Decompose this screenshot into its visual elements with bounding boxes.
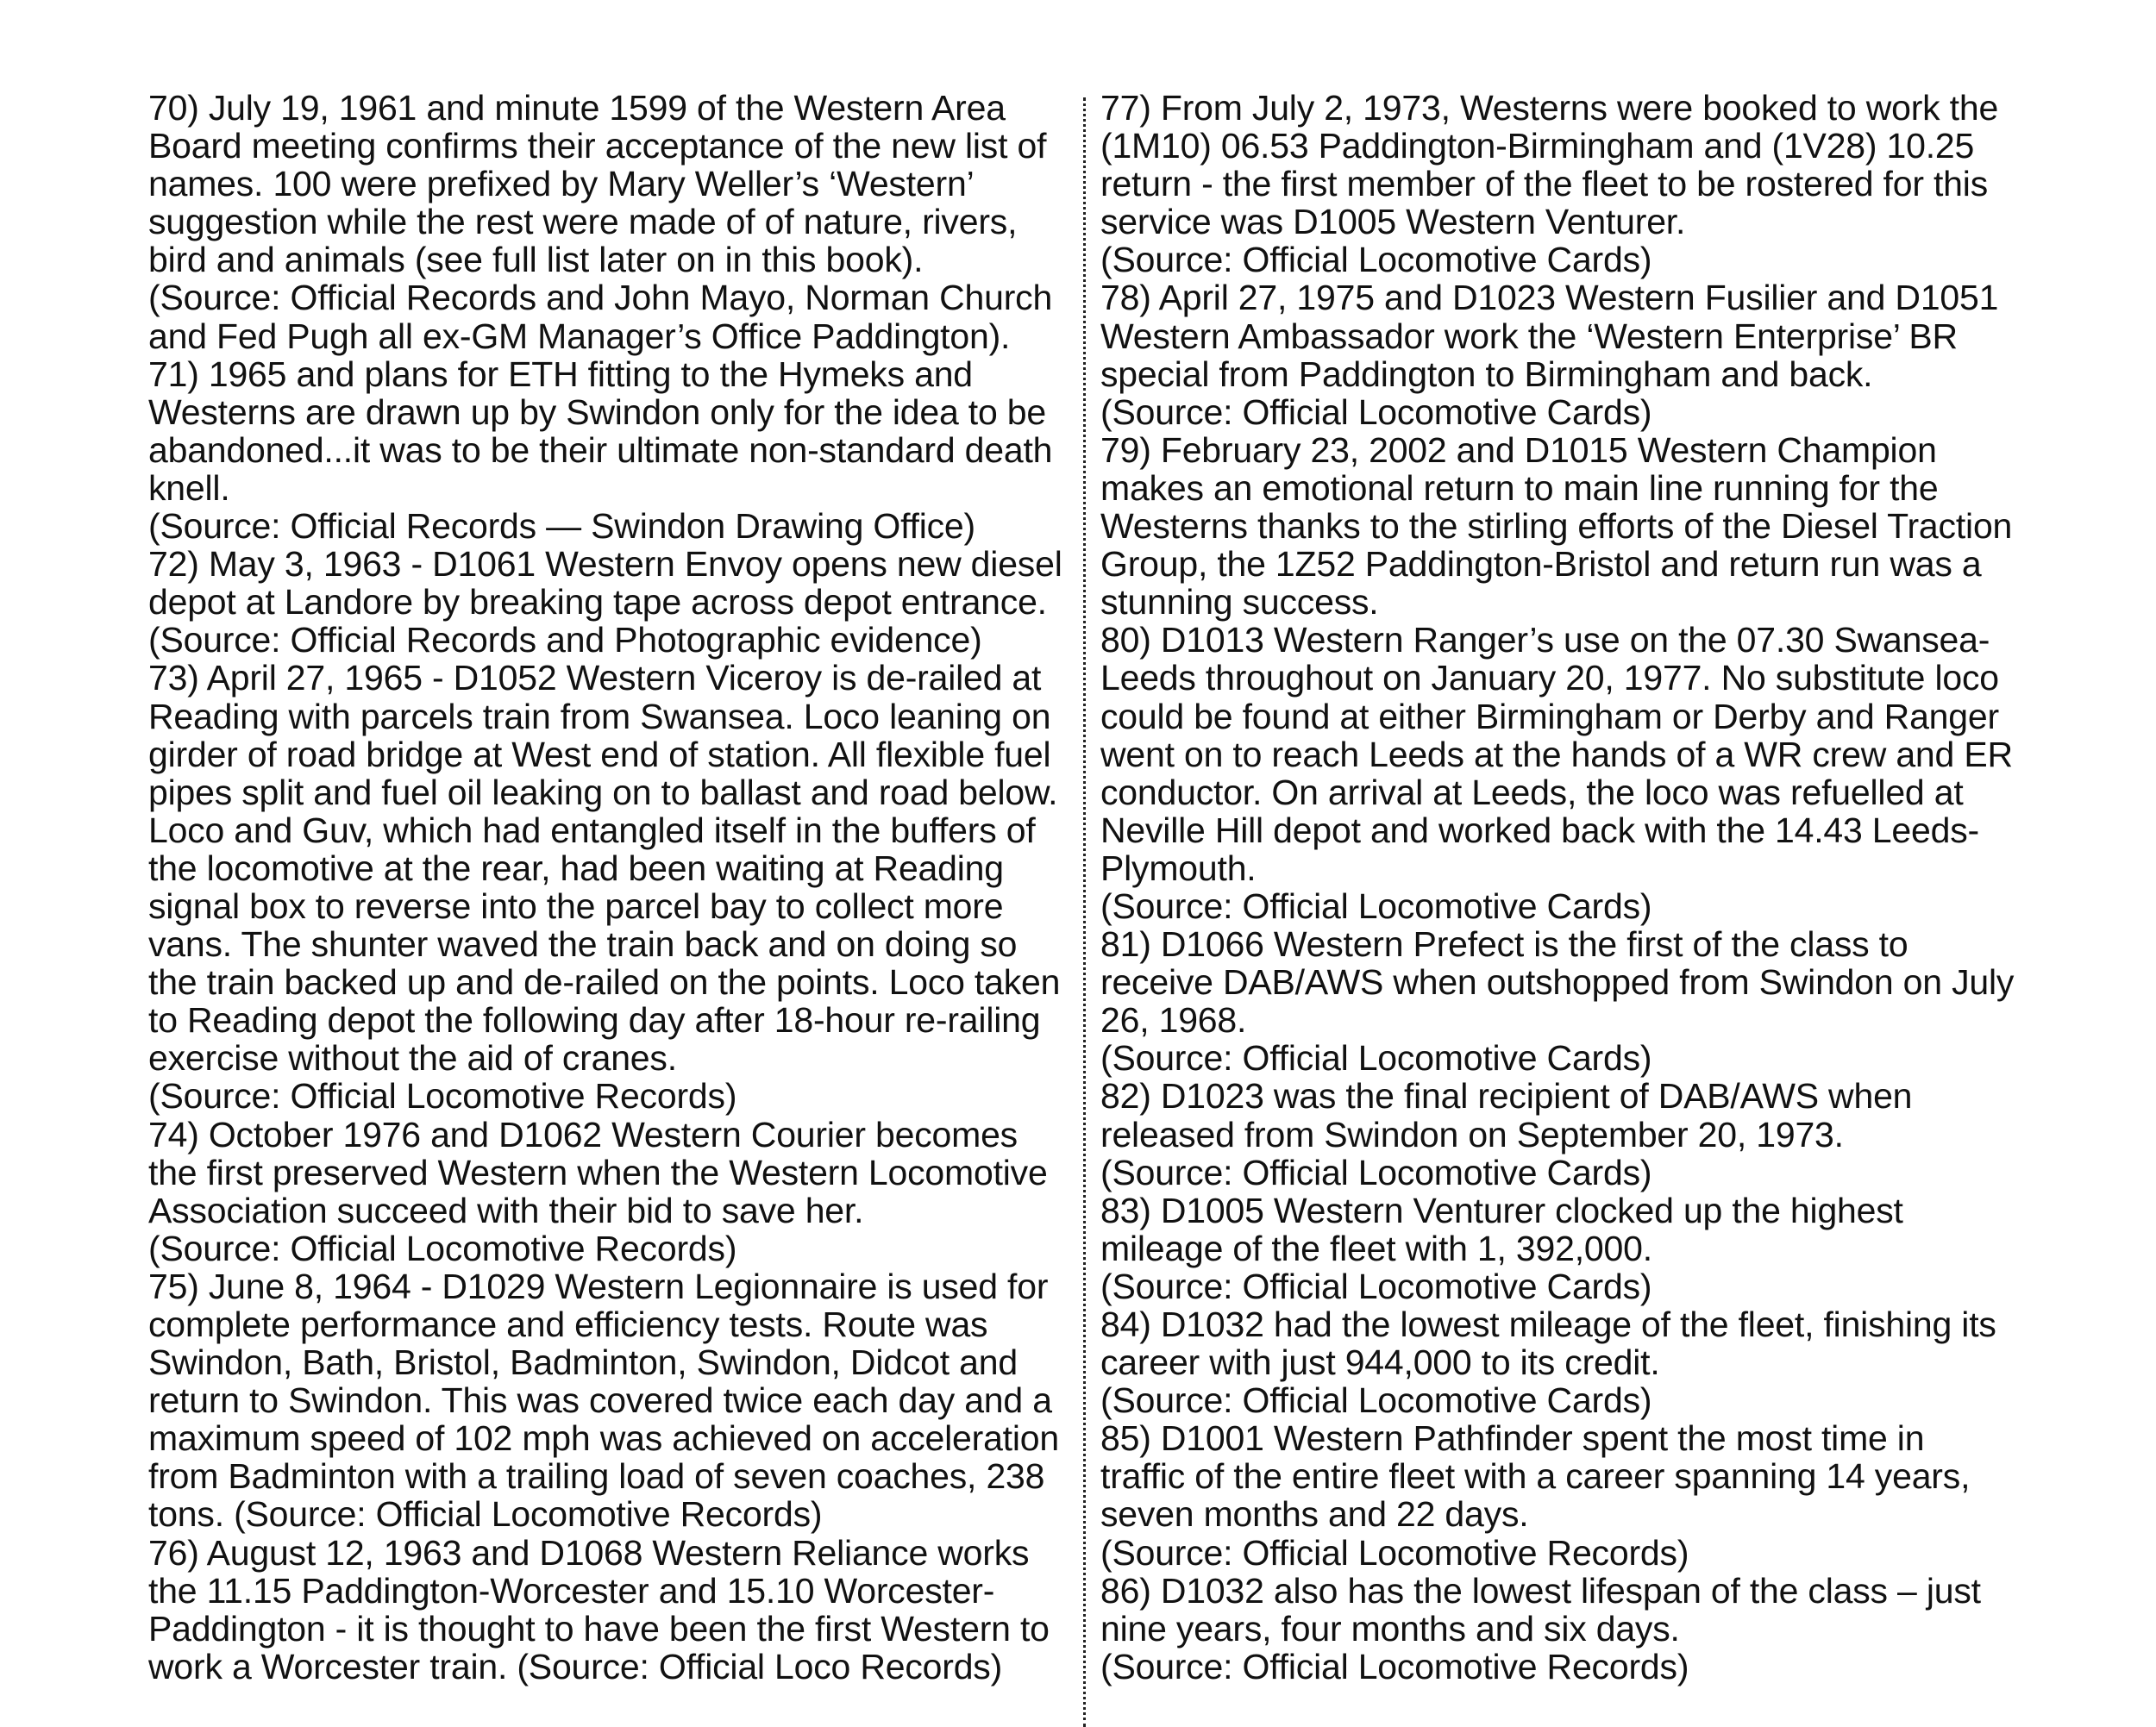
- text-line: 71) 1965 and plans for ETH fitting to the Hymeks and: [148, 354, 973, 394]
- text-line: makes an emotional return to main line running for the: [1100, 467, 1939, 508]
- text-line: bird and animals (see full list later on in this book).: [148, 240, 924, 280]
- text-line: Neville Hill depot and worked back with the 14.43 Leeds-: [1100, 810, 1979, 850]
- text-line: (Source: Official Locomotive Records): [1100, 1532, 1689, 1573]
- text-line: the locomotive at the rear, had been waiting at Reading: [148, 848, 1004, 888]
- text-line: (Source: Official Records — Swindon Drawing Office): [148, 506, 975, 547]
- text-line: 80) D1013 Western Ranger’s use on the 07.30 Swansea-: [1100, 620, 1990, 660]
- text-line: complete performance and efficiency tests. Route was: [148, 1305, 988, 1344]
- text-line: 70) July 19, 1961 and minute 1599 of the Western Area: [148, 88, 1006, 128]
- text-line: 85) D1001 Western Pathfinder spent the most time in: [1100, 1418, 1925, 1459]
- text-line: 73) April 27, 1965 - D1052 Western Viceroy is de-railed at: [148, 658, 1042, 698]
- text-line: (Source: Official Locomotive Cards): [1100, 240, 1652, 280]
- text-line: traffic of the entire fleet with a career spanning 14 years,: [1100, 1456, 1971, 1497]
- text-line: girder of road bridge at West end of station. All flexible fuel: [148, 734, 1051, 774]
- column-divider: [1083, 97, 1086, 1727]
- text-line: signal box to reverse into the parcel bay to collect more: [148, 885, 1004, 926]
- right-text-column: [1100, 89, 2032, 1686]
- text-line: 86) D1032 also has the lowest lifespan of the class – just: [1100, 1570, 1981, 1611]
- text-line: (Source: Official Locomotive Cards): [1100, 1152, 1652, 1192]
- text-line: 26, 1968.: [1100, 1000, 1247, 1041]
- text-line: (Source: Official Locomotive Records): [148, 1076, 737, 1117]
- text-line: Association succeed with their bid to save her.: [148, 1190, 864, 1230]
- text-line: Swindon, Bath, Bristol, Badminton, Swindon, Didcot and: [148, 1342, 1018, 1383]
- text-line: 78) April 27, 1975 and D1023 Western Fusilier and D1051: [1100, 278, 1999, 318]
- text-line: special from Paddington to Birmingham and back.: [1100, 354, 1873, 394]
- text-line: Loco and Guv, which had entangled itself in the buffers of: [148, 810, 1036, 850]
- text-line: Group, the 1Z52 Paddington-Bristol and return run was a: [1100, 544, 1982, 585]
- text-line: released from Swindon on September 20, 1973.: [1100, 1114, 1844, 1154]
- text-line: maximum speed of 102 mph was achieved on acceleration: [148, 1418, 1059, 1459]
- text-line: 74) October 1976 and D1062 Western Courier becomes: [148, 1114, 1018, 1154]
- text-line: Plymouth.: [1100, 848, 1257, 888]
- text-line: the train backed up and de-railed on the points. Loco taken: [148, 962, 1061, 1003]
- text-line: Reading with parcels train from Swansea. Loco leaning on: [148, 696, 1051, 736]
- text-line: return to Swindon. This was covered twice each day and a: [148, 1380, 1052, 1421]
- text-line: return - the first member of the fleet to be rostered for this: [1100, 164, 1988, 204]
- text-line: Western Ambassador work the ‘Western Enterprise’ BR: [1100, 316, 1958, 356]
- text-line: abandoned...it was to be their ultimate non-standard death: [148, 429, 1053, 470]
- text-line: exercise without the aid of cranes.: [148, 1038, 677, 1079]
- text-line: Paddington - it is thought to have been the first Western to: [148, 1608, 1050, 1649]
- text-line: (Source: Official Locomotive Records): [148, 1228, 737, 1268]
- text-line: seven months and 22 days.: [1100, 1494, 1529, 1535]
- text-line: (Source: Official Records and John Mayo, Norman Church: [148, 278, 1053, 318]
- text-line: nine years, four months and six days.: [1100, 1608, 1680, 1649]
- text-line: 82) D1023 was the final recipient of DAB/AWS when: [1100, 1076, 1913, 1117]
- text-line: (Source: Official Locomotive Cards): [1100, 1038, 1652, 1079]
- text-line: (Source: Official Locomotive Cards): [1100, 1266, 1652, 1306]
- text-line: (Source: Official Locomotive Cards): [1100, 391, 1652, 432]
- text-line: work a Worcester train. (Source: Official Loco Records): [148, 1646, 1003, 1686]
- text-line: from Badminton with a trailing load of seven coaches, 238: [148, 1456, 1045, 1497]
- text-line: 72) May 3, 1963 - D1061 Western Envoy opens new diesel: [148, 544, 1062, 585]
- text-line: tons. (Source: Official Locomotive Records): [148, 1494, 823, 1535]
- text-line: Westerns thanks to the stirling efforts of the Diesel Traction: [1100, 506, 2013, 547]
- text-line: the first preserved Western when the Western Locomotive: [148, 1152, 1048, 1192]
- text-line: pipes split and fuel oil leaking on to ballast and road below.: [148, 772, 1058, 812]
- text-line: went on to reach Leeds at the hands of a WR crew and ER: [1100, 734, 2013, 774]
- text-line: (Source: Official Locomotive Cards): [1100, 1380, 1652, 1421]
- text-line: to Reading depot the following day after 18-hour re-railing: [148, 1000, 1041, 1041]
- text-line: and Fed Pugh all ex-GM Manager’s Office Paddington).: [148, 316, 1011, 356]
- left-text-column: [148, 89, 1073, 1686]
- text-line: could be found at either Birmingham or Derby and Ranger: [1100, 696, 1999, 736]
- text-line: (Source: Official Locomotive Records): [1100, 1646, 1689, 1686]
- text-line: mileage of the fleet with 1, 392,000.: [1100, 1228, 1652, 1268]
- text-line: vans. The shunter waved the train back and on doing so: [148, 924, 1018, 965]
- text-line: (Source: Official Locomotive Cards): [1100, 885, 1652, 926]
- text-line: Leeds throughout on January 20, 1977. No substitute loco: [1100, 658, 1999, 698]
- text-line: depot at Landore by breaking tape across depot entrance.: [148, 582, 1047, 623]
- text-line: 77) From July 2, 1973, Westerns were booked to work the: [1100, 88, 1999, 128]
- text-line: career with just 944,000 to its credit.: [1100, 1342, 1660, 1383]
- text-line: (Source: Official Records and Photographic evidence): [148, 620, 982, 660]
- text-line: 84) D1032 had the lowest mileage of the fleet, finishing its: [1100, 1305, 1996, 1344]
- text-line: receive DAB/AWS when outshopped from Swindon on July: [1100, 962, 2015, 1003]
- text-line: 83) D1005 Western Venturer clocked up the highest: [1100, 1190, 1903, 1230]
- text-line: 76) August 12, 1963 and D1068 Western Reliance works: [148, 1532, 1030, 1573]
- text-line: names. 100 were prefixed by Mary Weller’s ‘Western’: [148, 164, 975, 204]
- text-line: (1M10) 06.53 Paddington-Birmingham and (1V28) 10.25: [1100, 126, 1975, 166]
- text-line: 81) D1066 Western Prefect is the first of the class to: [1100, 924, 1908, 965]
- text-line: Westerns are drawn up by Swindon only for the idea to be: [148, 391, 1046, 432]
- text-line: service was D1005 Western Venturer.: [1100, 202, 1686, 242]
- text-line: 75) June 8, 1964 - D1029 Western Legionnaire is used for: [148, 1266, 1049, 1306]
- text-line: stunning success.: [1100, 582, 1379, 623]
- text-line: the 11.15 Paddington-Worcester and 15.10 Worcester-: [148, 1570, 995, 1611]
- text-line: Board meeting confirms their acceptance of the new list of: [148, 126, 1047, 166]
- text-line: 79) February 23, 2002 and D1015 Western Champion: [1100, 429, 1937, 470]
- text-line: conductor. On arrival at Leeds, the loco was refuelled at: [1100, 772, 1964, 812]
- text-line: suggestion while the rest were made of of nature, rivers,: [148, 202, 1018, 242]
- text-line: knell.: [148, 467, 230, 508]
